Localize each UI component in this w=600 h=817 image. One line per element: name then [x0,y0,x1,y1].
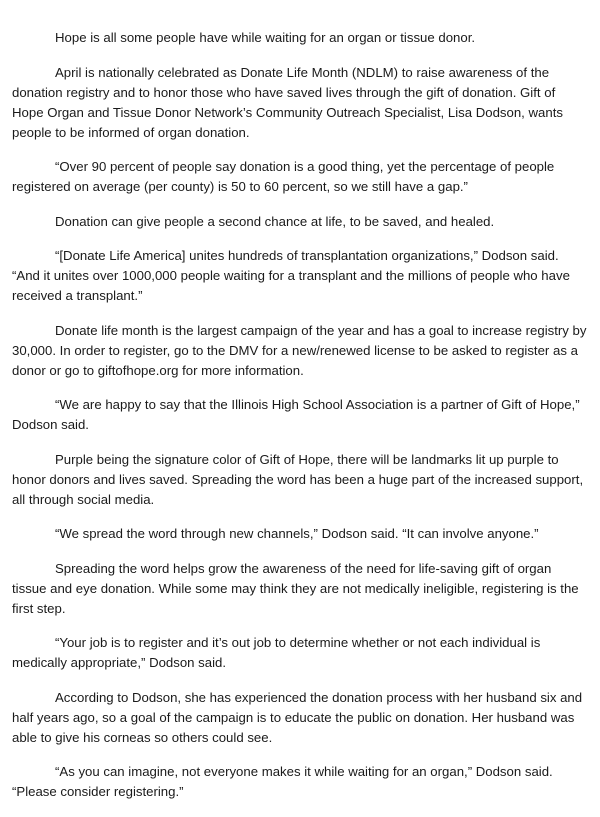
paragraph: Spreading the word helps grow the awareness of the need for life-saving gift of organ tissue and eye donation. While some may think they are not medically ineligible, registering is the first step. [12,560,579,616]
paragraph: Hope is all some people have while waiting for an organ or tissue donor. [55,30,476,45]
paragraph: Purple being the signature color of Gift of Hope, there will be landmarks lit up purple to honor donors and lives saved. Spreading the word has been a huge part of the increased support, all through social media. [12,451,584,507]
paragraph: April is nationally celebrated as Donate Life Month (NDLM) to raise awareness of the donation registry and to honor those who have saved lives through the gift of donation. Gift of Hope Organ and Tissue Donor Network’s Community Outreach Specialist, Lisa Dodson, wants people to be informed of organ donation. [12,64,563,140]
paragraph: “We spread the word through new channels,” Dodson said. “It can involve anyone.” [55,526,539,541]
paragraph: According to Dodson, she has experienced the donation process with her husband six and half years ago, so a goal of the campaign is to educate the public on donation. Her husband was able to give his corneas so others could see. [12,689,583,745]
paragraph: “Your job is to register and it’s out job to determine whether or not each individual is medically appropriate,” Dodson said. [12,635,541,670]
paragraph: “[Donate Life America] unites hundreds of transplantation organizations,” Dodson said. “And it unites over 1000,000 people waiting for a transplant and the millions of people who have received a transplant.” [12,248,570,303]
paragraph: “As you can imagine, not everyone makes it while waiting for an organ,” Dodson said. “Please consider registering.” [12,764,553,799]
article-body [12,28,588,817]
paragraph: “Over 90 percent of people say donation is a good thing, yet the percentage of people registered on average (per county) is 50 to 60 percent, so we still have a gap.” [12,159,555,194]
paragraph: Donate life month is the largest campaign of the year and has a goal to increase registry by 30,000. In order to register, go to the DMV for a new/renewed license to be asked to register as a donor or go to giftofhope.org for more information. [12,322,587,378]
paragraph: Donation can give people a second chance at life, to be saved, and healed. [55,213,495,229]
paragraph: “We are happy to say that the Illinois High School Association is a partner of Gift of Hope,” Dodson said. [12,397,580,432]
